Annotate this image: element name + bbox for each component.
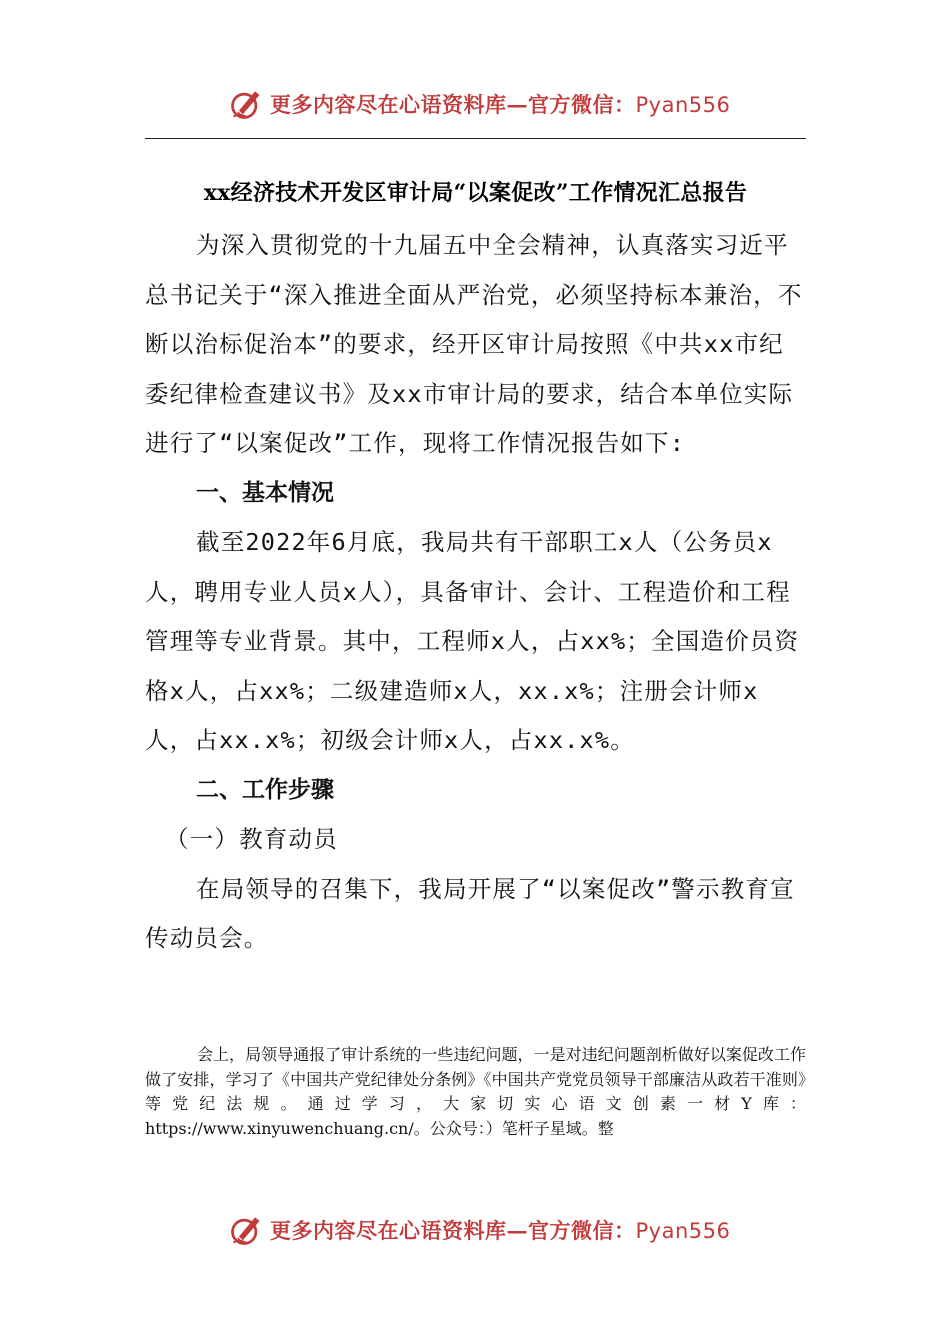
basic-info-paragraph: 截至2022年6月底，我局共有干部职工x人（公务员x人，聘用专业人员x人），具备审计、会计、工程造价和工程管理等专业背景。其中，工程师x人，占xx%；全国造价员资格x人，占xx%；二级建造师x人，xx.x%；注册会计师x人，占xx.x%；初级会计师x人，占xx.x%。 (145, 528, 800, 754)
document-title: xx经济技术开发区审计局“以案促改”工作情况汇总报告 (203, 180, 748, 206)
pen-logo-icon (228, 1212, 264, 1248)
footer-watermark (228, 1210, 730, 1250)
subsection-heading-education: （一）教育动员 (165, 825, 338, 853)
meeting-paragraph: 会上，局领导通报了审计系统的一些违纪问题，一是对违纪问题剖析做好以案促改工作做了安排，学习了《中国共产党纪律处分条例》《中国共产党党员领导干部廉洁从政若干准则》等党纪法规。通过学习，大家切实心语文创素一材Y库：https://www.xinyuwenchuang.cn/。公众号：）笔杆子星域。整 (145, 1045, 806, 1138)
education-paragraph: 在局领导的召集下，我局开展了“以案促改”警示教育宣传动员会。 (145, 874, 795, 952)
document-body (145, 221, 806, 964)
pen-logo-icon (228, 86, 264, 122)
watermark-text: 更多内容尽在心语资料库—官方微信：Pyan556 (270, 1218, 731, 1243)
section-heading-basic: 一、基本情况 (196, 479, 334, 506)
watermark-text: 更多内容尽在心语资料库—官方微信：Pyan556 (270, 92, 731, 117)
intro-paragraph: 为深入贯彻党的十九届五中全会精神，认真落实习近平总书记关于“深入推进全面从严治党，必须坚持标本兼治，不断以治标促治本”的要求，经开区审计局按照《中共xx市纪委纪律检查建议书》及xx市审计局的要求，结合本单位实际进行了“以案促改”工作，现将工作情况报告如下: (145, 231, 803, 457)
header-rule (145, 138, 806, 139)
section-heading-steps: 二、工作步骤 (196, 776, 334, 803)
header-watermark (228, 84, 730, 124)
